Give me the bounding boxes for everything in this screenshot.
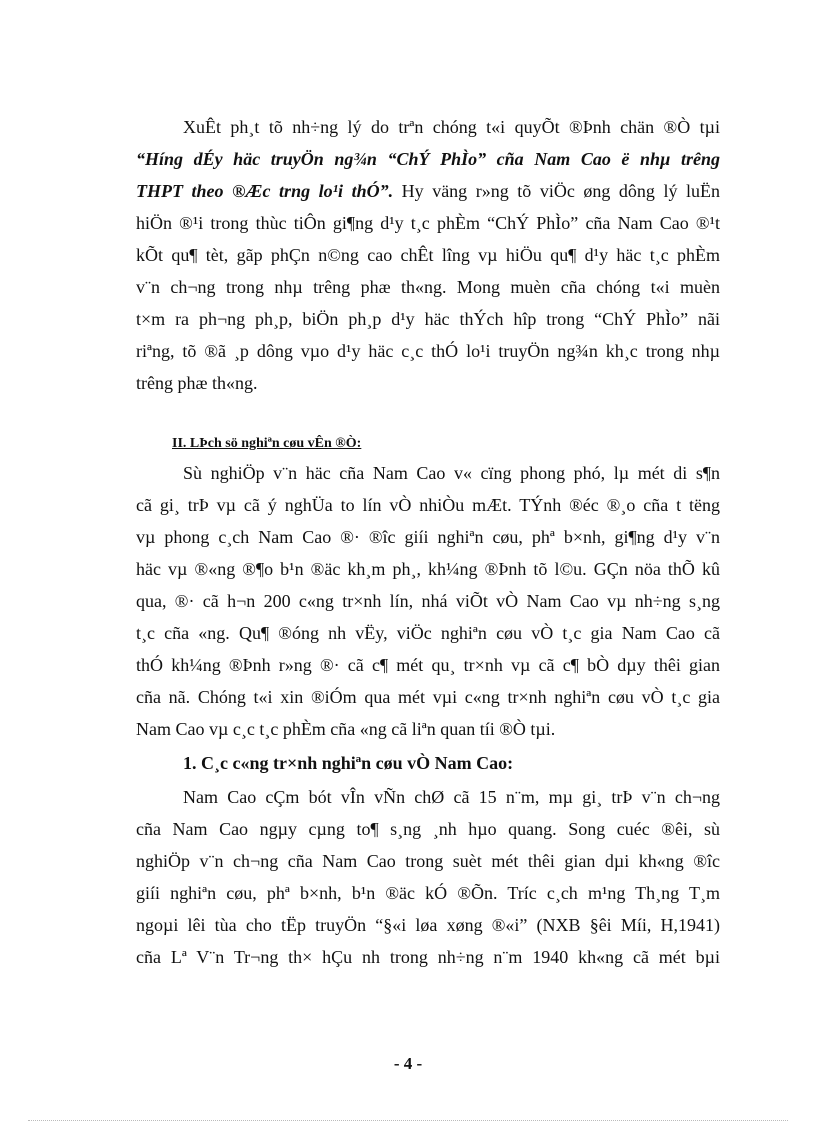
section-heading: II. LÞch sö nghiªn cøu vÊn ®Ò: — [172, 436, 362, 451]
text-line: giíi nghiªn cøu, phª b×nh, b¹n ®äc kÓ ®Õn. Tríc c¸ch m¹ng Th¸ng T¸m — [136, 883, 720, 903]
text-line: t×m ra ph¬ng ph¸p, biÖn ph¸p d¹y häc thÝch hîp trong “ChÝ PhÌo” nãi — [136, 309, 720, 329]
page-divider — [28, 1120, 788, 1121]
text-line: vµ phong c¸ch Nam Cao ®· ®îc giíi nghiªn cøu, phª b×nh, gi¶ng d¹y v¨n — [136, 527, 720, 547]
text-line: cña Lª V¨n Tr¬ng th× hÇu nh trong nh÷ng n¨m 1940 kh«ng cã mét bµi — [136, 947, 720, 967]
text-line: “Híng dÉy häc truyÖn ng¾n “ChÝ PhÌo” cña Nam Cao ë nhµ trêng — [136, 149, 720, 169]
text-emphasis: THPT theo ®Æc trng lo¹i thÓ”. — [136, 181, 394, 201]
text-line: riªng, tõ ®ã ¸p dông vµo d¹y häc c¸c thÓ lo¹i truyÖn ng¾n kh¸c trong nhµ — [136, 341, 720, 361]
text-line — [136, 180, 720, 202]
text-line: XuÊt ph¸t tõ nh÷ng lý do trªn chóng t«i quyÕt ®Þnh chän ®Ò tµi — [183, 117, 720, 137]
text-line: trêng phæ th«ng. — [136, 373, 258, 393]
text-line: häc vµ ®«ng ®¶o b¹n ®äc kh¸m ph¸, kh¼ng ®Þnh tõ l©u. GÇn nöa thÕ kû — [136, 559, 720, 579]
page-number: - 4 - — [393, 1054, 423, 1073]
text-line: kÕt qu¶ tèt, gãp phÇn n©ng cao chÊt lîng vµ hiÖu qu¶ d¹y häc t¸c phÈm — [136, 245, 720, 265]
subsection-heading: 1. C¸c c«ng tr×nh nghiªn cøu vÒ Nam Cao: — [183, 753, 514, 773]
text-line: hiÖn ®¹i trong thùc tiÔn gi¶ng d¹y t¸c phÈm “ChÝ PhÌo” cña Nam Cao ®¹t — [136, 213, 720, 233]
text-line: nghiÖp v¨n ch¬ng cña Nam Cao trong suèt mét thêi gian dµi kh«ng ®îc — [136, 851, 720, 871]
text-line: Nam Cao vµ c¸c t¸c phÈm cña «ng cã liªn quan tíi ®Ò tµi. — [136, 719, 556, 739]
text-line: t¸c cña «ng. Qu¶ ®óng nh vËy, viÖc nghiªn cøu vÒ t¸c gia Nam Cao cã — [136, 623, 720, 643]
text-run: Hy väng r»ng tõ viÖc øng dông lý luËn — [393, 181, 720, 201]
text-line: Sù nghiÖp v¨n häc cña Nam Cao v« cïng phong phó, lµ mét di s¶n — [183, 463, 720, 483]
text-line: cña Nam Cao ngµy cµng to¶ s¸ng ¸nh hµo quang. Song cuéc ®êi, sù — [136, 819, 720, 839]
text-line: qua, ®· cã h¬n 200 c«ng tr×nh lín, nhá viÕt vÒ Nam Cao vµ nh÷ng s¸ng — [136, 591, 720, 611]
text-line: v¨n ch¬ng trong nhµ trêng phæ th«ng. Mong muèn cña chóng t«i muèn — [136, 277, 720, 297]
text-line: thÓ kh¼ng ®Þnh r»ng ®· cã c¶ mét qu¸ tr×nh vµ cã c¶ bÒ dµy thêi gian — [136, 655, 720, 675]
text-line: cña nã. Chóng t«i xin ®iÓm qua mét vµi c«ng tr×nh nghiªn cøu vÒ t¸c gia — [136, 687, 720, 707]
text-line: cã gi¸ trÞ vµ cã ý nghÜa to lín vÒ nhiÒu mÆt. TÝnh ®éc ®¸o cña t tëng — [136, 495, 720, 515]
text-line: ngoµi lêi tùa cho tËp truyÖn “§«i løa xøng ®«i” (NXB §êi Míi, H,1941) — [136, 915, 720, 935]
text-line: Nam Cao cÇm bót vÎn vÑn chØ cã 15 n¨m, mµ gi¸ trÞ v¨n ch¬ng — [183, 787, 720, 807]
